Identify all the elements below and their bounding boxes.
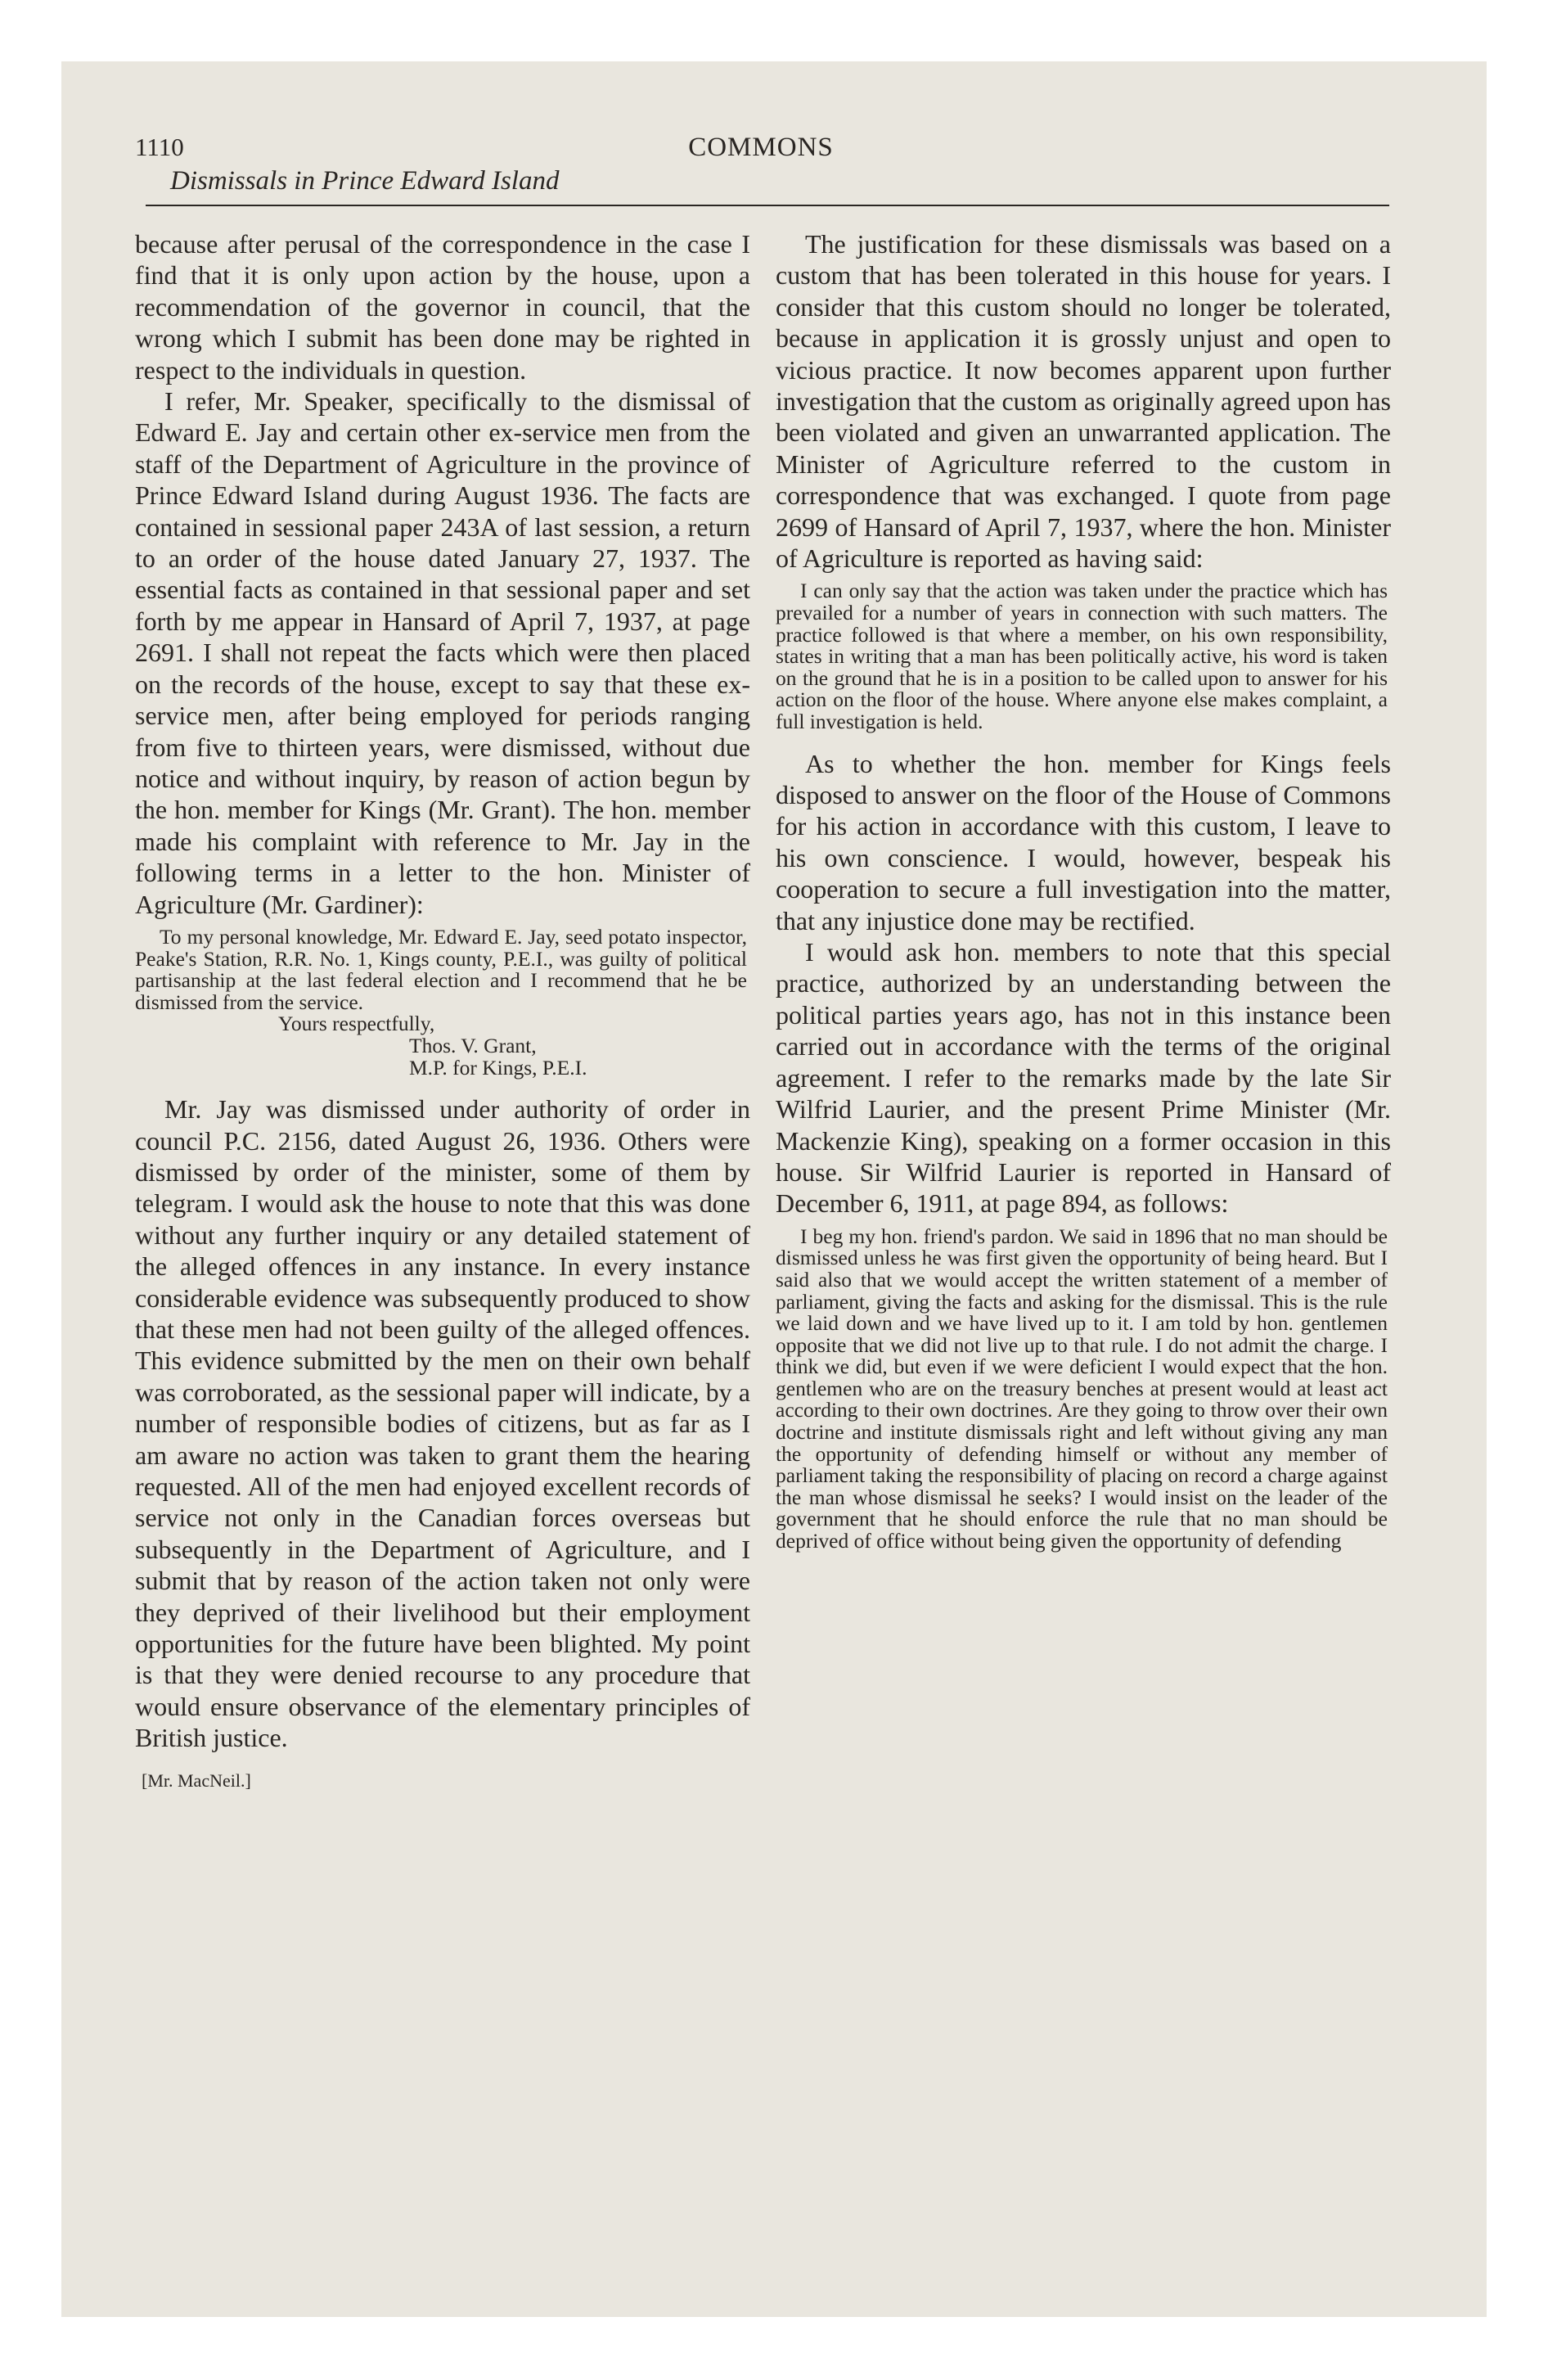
minister-quote [776, 580, 1388, 732]
laurier-quote [776, 1226, 1388, 1553]
page-number: 1110 [135, 133, 184, 161]
left-paragraph-1: because after perusal of the correspondence in the case I find that it is only upon action by the house, upon a recommendation of the governor in council, that the wrong which I submit has been done may be righted in respect to the individuals in question. [135, 229, 750, 385]
right-paragraph-1: The justification for these dismissals was based on a custom that has been tolerated in this house for years. I consider that this custom should no longer be tolerated, because in application it is grossly unjust and open to vicious practice. It now becomes apparent upon further investigation that the custom as originally agreed upon has been violated and given an unwarranted application. The Minister of Agriculture referred to the custom in correspondence that was exchanged. I quote from page 2699 of Hansard of April 7, 1937, where the hon. Minister of Agriculture is reported as having said: [776, 229, 1391, 574]
right-paragraph-3: I would ask hon. members to note that this special practice, authorized by an understanding between the political parties years ago, has not in this instance been carried out in accordance with the terms of the original agreement. I refer to the remarks made by the late Sir Wilfrid Laurier, and the present Prime Minister (Mr. Mackenzie King), speaking on a former occasion in this house. Sir Wilfrid Laurier is reported in Hansard of December 6, 1911, at page 894, as follows: [776, 937, 1391, 1219]
page-header [135, 133, 1387, 208]
minister-quote-text: I can only say that the action was taken under the practice which has prevailed for a number of years in connection with such matters. The practice followed is that where a member, on his own responsibility, states in writing that a man has been politically active, his word is taken on the ground that he is in a position to be called upon to answer for his action on the floor of the house. Where anyone else makes complaint, a full investigation is held. [776, 579, 1388, 734]
section-title: Dismissals in Prince Edward Island [170, 166, 560, 196]
left-column [135, 228, 750, 1792]
letter-quote [135, 926, 747, 1079]
chamber-title: COMMONS [688, 133, 834, 162]
left-paragraph-2: I refer, Mr. Speaker, specifically to the dismissal of Edward E. Jay and certain other ex-service men from the staff of the Department of Agriculture in the province of Prince Edward Island during August 1936. The facts are contained in sessional paper 243A of last session, a return to an order of the house dated January 27, 1937. The essential facts as contained in that sessional paper and set forth by me appear in Hansard of April 7, 1937, at page 2691. I shall not repeat the facts which were then placed on the records of the house, except to say that these ex-service men, after being employed for periods ranging from five to thirteen years, were dismissed, without due notice and without inquiry, by reason of action begun by the hon. member for Kings (Mr. Grant). The hon. member made his complaint with reference to Mr. Jay in the following terms in a letter to the hon. Minister of Agriculture (Mr. Gardiner): [135, 386, 750, 919]
letter-signoff-name: Thos. V. Grant, [409, 1033, 537, 1057]
letter-quote-text: To my personal knowledge, Mr. Edward E. Jay, seed potato inspector, Peake's Station, R.R. No. 1, Kings county, P.E.I., was guilty of political partisanship at the last federal election and I recommend that he be dismissed from the service. [135, 924, 747, 1014]
left-paragraph-3: Mr. Jay was dismissed under authority of order in council P.C. 2156, dated August 26, 1936. Others were dismissed by order of the minister, some of them by telegram. I would ask the house to note that this was done without any further inquiry or any detailed statement of the alleged offences in any instance. In every instance considerable evidence was subsequently produced to show that these men had not been guilty of the alleged offences. This evidence submitted by the men on their own behalf was corroborated, as the sessional paper will indicate, by a number of responsible bodies of citizens, but as far as I am aware no action was taken to grant them the hearing requested. All of the men had enjoyed excellent records of service not only in the Canadian forces overseas but subsequently in the Department of Agriculture, and I submit that by reason of the action taken not only were they deprived of their livelihood but their employment opportunities for the future have been blighted. My point is that they were denied recourse to any procedure that would ensure observance of the elementary principles of British justice. [135, 1094, 750, 1753]
letter-signoff-closing: Yours respectfully, [278, 1012, 435, 1036]
right-column [776, 228, 1391, 1567]
speaker-tag: [Mr. MacNeil.] [142, 1769, 251, 1791]
letter-signoff-title: M.P. for Kings, P.E.I. [409, 1055, 587, 1080]
laurier-quote-text: I beg my hon. friend's pardon. We said in 1896 that no man should be dismissed unless he was first given the opportunity of being heard. But I said also that we would accept the written statement of a member of parliament, giving the facts and asking for the dismissal. This is the rule we laid down and we have lived up to it. I am told by hon. gentlemen opposite that we did not live up to that rule. I do not admit the charge. I think we did, but even if we were deficient I would expect that the hon. gentlemen who are on the treasury benches at present would at least act according to their own doctrines. Are they going to throw over their own doctrine and institute dismissals right and left without giving any man the opportunity of defending himself or without any member of parliament taking the responsibility of placing on record a charge against the man whose dismissal he seeks? I would insist on the leader of the government that he should enforce the rule that no man should be deprived of office without being given the opportunity of defending [776, 1224, 1388, 1553]
right-paragraph-2: As to whether the hon. member for Kings feels disposed to answer on the floor of the House of Commons for his action in accordance with this custom, I leave to his own conscience. I would, however, bespeak his cooperation to secure a full investigation into the matter, that any injustice done may be rectified. [776, 748, 1391, 935]
header-rule [146, 205, 1389, 206]
